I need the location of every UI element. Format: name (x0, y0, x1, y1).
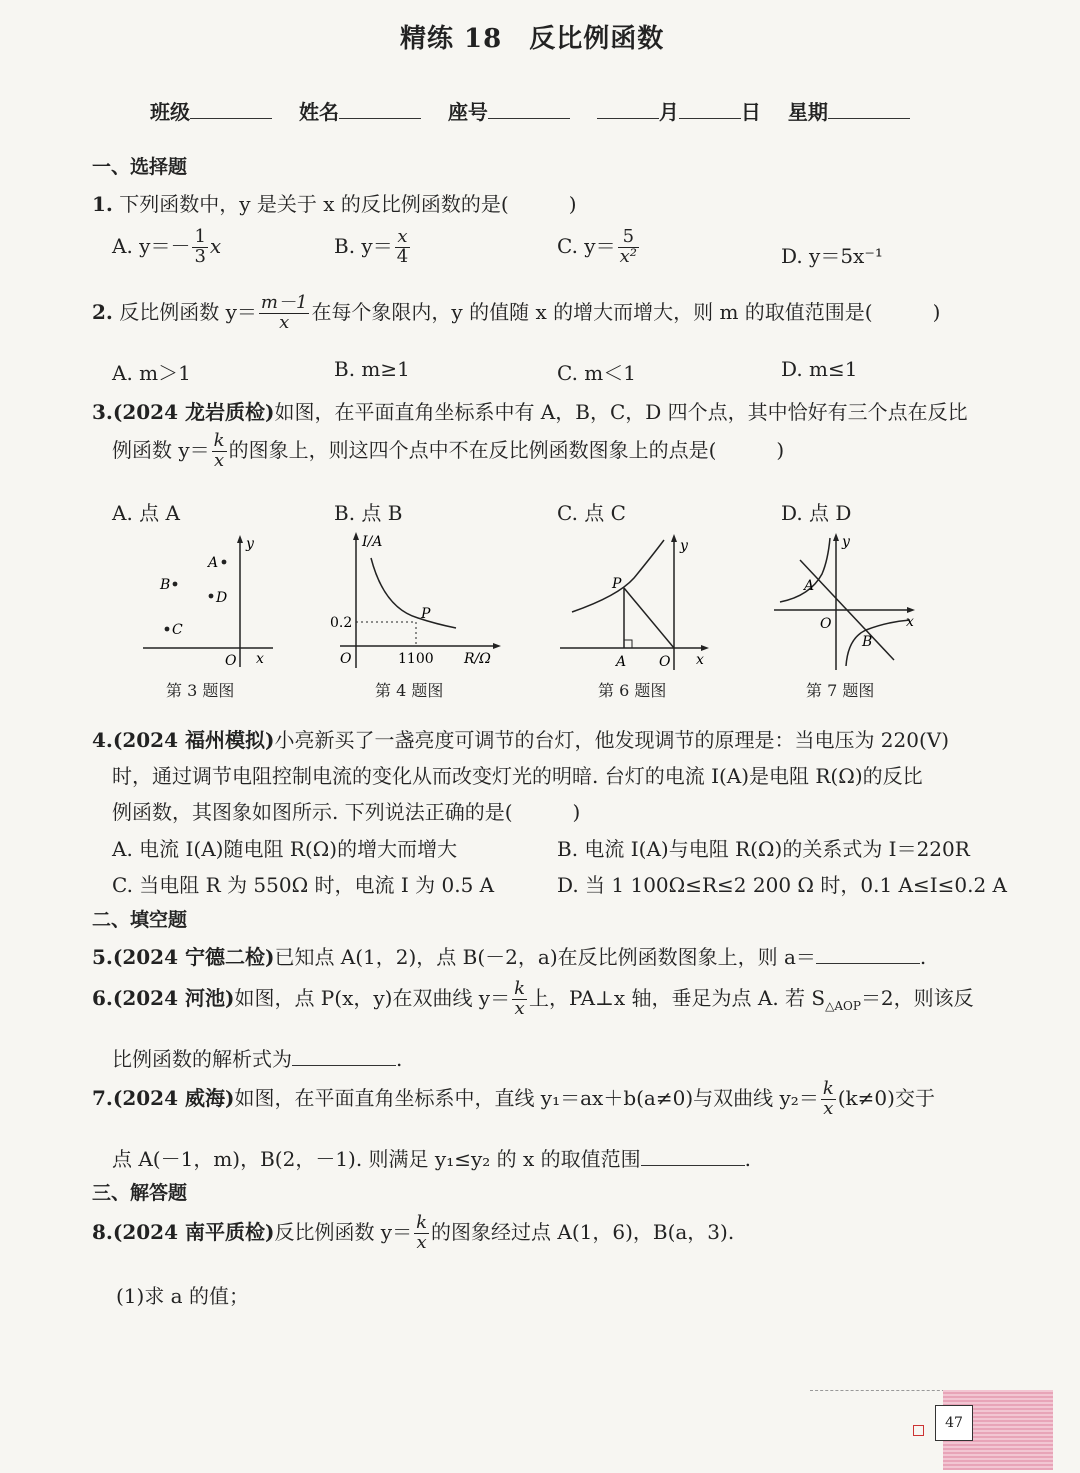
q1-b-den: 4 (396, 245, 409, 267)
figure-4 (326, 528, 506, 673)
q2-option-c[interactable]: C. m＜1 (557, 361, 636, 385)
header-row (150, 96, 910, 125)
q3-number: 3. (92, 400, 113, 424)
q3-option-d[interactable]: D. 点 D (781, 501, 852, 525)
section-answer: 三、解答题 (92, 1182, 188, 1204)
q6-line2-text: 比例函数的解析式为 (112, 1047, 292, 1071)
q8-subquestion-1: (1)求 a 的值； (116, 1284, 249, 1308)
q3-frac-num: k (213, 430, 225, 451)
q3-option-b[interactable]: B. 点 B (334, 501, 403, 525)
q4-option-b[interactable]: B. 电流 I(A)与电阻 R(Ω)的关系式为 I＝220R (557, 837, 970, 861)
q2-option-b[interactable]: B. m≥1 (334, 357, 410, 381)
q5-number: 5. (92, 945, 113, 969)
fig3-point-b (173, 582, 178, 587)
fig3-label-c: C (172, 622, 183, 638)
q2-option-d[interactable]: D. m≤1 (781, 357, 858, 381)
page-number: 47 (935, 1405, 973, 1441)
question-7 (92, 1080, 935, 1119)
fig7-point-b: B (862, 634, 873, 650)
q8-tag: (2024 南平质检) (112, 1219, 275, 1244)
fig6-y-label: y (680, 538, 688, 554)
figure-3-caption: 第 3 题图 (166, 681, 235, 700)
fig7-y-label: y (842, 534, 850, 550)
q4-option-c[interactable]: C. 当电阻 R 为 550Ω 时，电流 I 为 0.5 A (112, 873, 495, 897)
question-1 (92, 188, 577, 217)
question-2 (92, 294, 940, 333)
q4-option-d[interactable]: D. 当 1 100Ω≤R≤2 200 Ω 时，0.1 A≤I≤0.2 A (557, 873, 1007, 897)
fig6-point-a: A (616, 654, 627, 670)
question-8 (92, 1214, 734, 1253)
q7-number: 7. (92, 1085, 113, 1110)
day-blank[interactable] (679, 98, 741, 119)
q6-post: 上，PA⊥x 轴，垂足为点 A. 若 S (529, 985, 826, 1010)
fig4-resistance-label: 1100 (398, 651, 434, 667)
section-fill: 二、填空题 (92, 909, 188, 931)
q6-answer-blank[interactable] (292, 1045, 396, 1066)
q1-c-fraction (618, 228, 639, 267)
q1-a-label: A. y＝－ (112, 233, 191, 258)
q3-line2 (112, 432, 784, 471)
q7-line2 (112, 1143, 751, 1172)
fig7-point-a: A (804, 578, 815, 594)
figure-7 (770, 530, 922, 675)
fig6-x-label: x (696, 652, 704, 668)
q3-frac-den: x (212, 451, 227, 471)
q5-answer-blank[interactable] (816, 943, 920, 964)
fig4-value-label: 0.2 (330, 615, 353, 631)
figure-3 (138, 532, 278, 672)
question-4 (92, 724, 949, 753)
q5-end: . (919, 945, 927, 969)
q7-frac-den: x (821, 1099, 836, 1119)
q4-line1: 小亮新买了一盏亮度可调节的台灯，他发现调节的原理是：当电压为 220(V) (274, 728, 950, 752)
q6-end: . (396, 1047, 403, 1071)
q3-line1: 如图，在平面直角坐标系中有 A，B，C，D 四个点，其中恰好有三个点在反比 (274, 400, 968, 424)
q2-frac-den: x (259, 313, 310, 333)
q2-option-a[interactable]: A. m＞1 (112, 361, 191, 385)
seat-label: 座号 (447, 100, 488, 124)
fig3-x-label: x (256, 651, 264, 667)
fig6-point-p: P (612, 576, 622, 592)
q1-b-num: x (397, 226, 408, 247)
section-choice: 一、选择题 (92, 156, 188, 178)
fig3-point-c (165, 627, 170, 632)
q1-option-c[interactable] (557, 228, 641, 267)
q4-line2: 时，通过调节电阻控制电流的变化从而改变灯光的明暗. 台灯的电流 I(A)是电阻 R(Ω)的反比 (112, 764, 923, 788)
fig4-origin: O (340, 651, 352, 667)
q3-fraction (212, 432, 227, 471)
fig4-x-label: R/Ω (464, 651, 491, 667)
figure-6-caption: 第 6 题图 (598, 681, 667, 700)
q1-option-b[interactable] (334, 228, 412, 267)
class-label: 班级 (150, 100, 190, 124)
q7-line2-text: 点 A(－1，m)，B(2，－1). 则满足 y₁≤y₂ 的 x 的取值范围 (112, 1147, 641, 1171)
q8-pre: 反比例函数 y＝ (274, 1219, 413, 1244)
q7-pre: 如图，在平面直角坐标系中，直线 y₁＝ax＋b(a≠0)与双曲线 y₂＝ (234, 1085, 819, 1110)
q8-number: 8. (92, 1219, 113, 1244)
footer-square-icon (913, 1425, 924, 1436)
name-blank[interactable] (339, 98, 421, 119)
q2-pre: 反比例函数 y＝ (119, 299, 257, 324)
fig6-origin: O (659, 654, 671, 670)
q1-option-d[interactable]: D. y＝5x⁻¹ (781, 244, 883, 268)
q7-frac-num: k (822, 1078, 834, 1099)
fig3-label-b: B (160, 577, 171, 593)
q7-post: (k≠0)交于 (837, 1085, 935, 1110)
q4-number: 4. (92, 728, 113, 752)
question-6 (92, 980, 974, 1019)
q6-fraction (512, 980, 527, 1019)
q2-number: 2. (92, 299, 113, 324)
q3-tag: (2024 龙岩质检) (112, 400, 275, 424)
month-blank[interactable] (597, 98, 659, 119)
q1-a-tail: x (209, 233, 222, 258)
q7-end: . (744, 1147, 752, 1171)
q1-option-a[interactable] (112, 228, 221, 267)
q1-c-num: 5 (622, 226, 635, 247)
q6-line2 (112, 1043, 402, 1072)
q5-text: 已知点 A(1，2)，点 B(－2，a)在反比例函数图象上，则 a＝ (274, 945, 816, 969)
fig3-point-d (209, 594, 214, 599)
q1-text: 下列函数中，y 是关于 x 的反比例函数的是( ) (119, 192, 577, 216)
question-3 (92, 396, 968, 425)
q3-post: 的图象上，则这四个点中不在反比例函数图象上的点是( ) (228, 437, 785, 462)
q6-frac-den: x (512, 999, 527, 1019)
fig4-y-label: I/A (362, 534, 383, 550)
q6-subscript: △AOP (825, 998, 861, 1013)
q1-a-fraction (192, 228, 207, 267)
q1-b-fraction (395, 228, 410, 267)
fig3-y-label: y (246, 536, 254, 552)
q4-option-a[interactable]: A. 电流 I(A)随电阻 R(Ω)的增大而增大 (112, 837, 458, 861)
q2-post: 在每个象限内，y 的值随 x 的增大而增大，则 m 的取值范围是( ) (311, 299, 941, 324)
q6-post2: ＝2，则该反 (860, 985, 974, 1010)
q7-fraction (821, 1080, 836, 1119)
fig4-point-p: P (421, 606, 431, 622)
fig7-x-label: x (906, 614, 914, 630)
fig7-origin: O (820, 616, 832, 632)
seat-blank[interactable] (488, 98, 570, 119)
q8-frac-num: k (416, 1212, 428, 1233)
q2-frac-num: m－1 (260, 292, 308, 313)
q1-a-den: 3 (194, 245, 206, 267)
q1-number: 1. (92, 192, 113, 216)
q4-line3: 例函数，其图象如图所示. 下列说法正确的是( ) (112, 800, 581, 824)
figure-6 (556, 530, 716, 675)
figure-4-caption: 第 4 题图 (375, 681, 444, 700)
day-label: 日 (740, 100, 761, 124)
footer-rule (810, 1390, 950, 1391)
q8-post: 的图象经过点 A(1，6)，B(a，3). (431, 1219, 735, 1244)
q6-pre: 如图，点 P(x，y)在双曲线 y＝ (234, 985, 511, 1010)
q6-tag: (2024 河池) (112, 985, 235, 1010)
q2-fraction (259, 294, 310, 333)
q4-tag: (2024 福州模拟) (112, 728, 275, 752)
name-label: 姓名 (298, 100, 339, 124)
q8-frac-den: x (414, 1233, 429, 1253)
q8-fraction (414, 1214, 429, 1253)
week-blank[interactable] (828, 98, 910, 119)
q1-c-den: x² (619, 245, 637, 267)
q3-option-c[interactable]: C. 点 C (557, 501, 626, 525)
q7-answer-blank[interactable] (641, 1145, 745, 1166)
fig3-origin: O (225, 653, 237, 669)
q6-number: 6. (92, 985, 113, 1010)
page-title: 精练 18 反比例函数 (400, 24, 665, 54)
q1-a-num: 1 (194, 226, 206, 247)
q3-option-a[interactable]: A. 点 A (112, 501, 180, 525)
week-label: 星期 (787, 100, 828, 124)
fig4-curve (371, 558, 456, 628)
fig3-label-d: D (216, 590, 228, 606)
q3-pre: 例函数 y＝ (112, 437, 210, 462)
fig3-point-a (222, 560, 227, 565)
q1-c-label: C. y＝ (557, 233, 616, 258)
month-label: 月 (658, 100, 679, 124)
class-blank[interactable] (190, 98, 272, 119)
q5-tag: (2024 宁德二检) (112, 945, 275, 969)
question-5 (92, 941, 926, 970)
q7-tag: (2024 威海) (112, 1085, 235, 1110)
q6-frac-num: k (514, 978, 526, 999)
q1-b-label: B. y＝ (334, 233, 393, 258)
fig3-label-a: A (208, 555, 219, 571)
figure-7-caption: 第 7 题图 (806, 681, 875, 700)
